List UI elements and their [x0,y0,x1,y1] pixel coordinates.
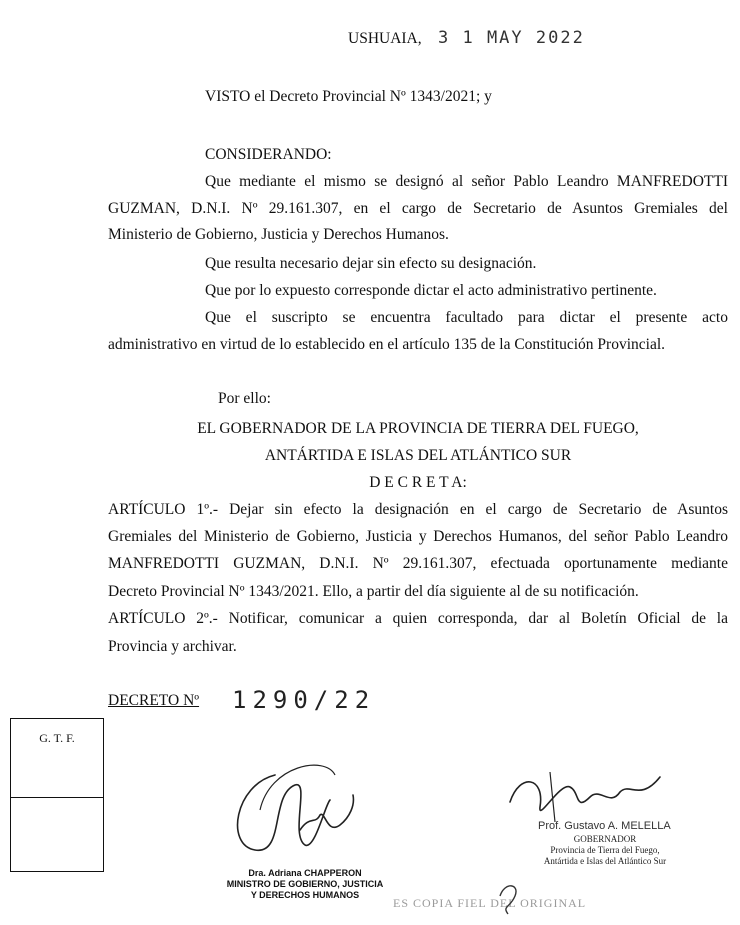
copy-stamp-initials [490,876,530,916]
signature-right-province: Provincia de Tierra del Fuego, [550,845,660,855]
articulo2-line2: Provincia y archivar. [108,638,237,655]
governor-line-1: EL GOBERNADOR DE LA PROVINCIA DE TIERRA DEL FUEGO, [197,420,639,437]
signature-right-region: Antártida e Islas del Atlántico Sur [543,856,667,866]
considerando-p4-line1: Que el suscripto se encuentra facultado para dictar el presente acto [205,309,728,326]
signature-left-scribble [215,755,365,870]
articulo2-line1: ARTÍCULO 2º.- Notificar, comunicar a quien corresponda, dar al Boletín Oficial de la [108,610,728,627]
considerando-p1-line2: GUZMAN, D.N.I. Nº 29.161.307, en el cargo de Secretario de Asuntos Gremiales del [108,200,728,217]
header-place: USHUAIA, [348,30,422,47]
por-ello: Por ello: [218,390,271,407]
considerando-p4-line2: administrativo en virtud de lo establecido en el artículo 135 de la Constitución Provincial. [108,336,666,353]
gtf-label: G. T. F. [39,731,75,745]
signature-right-title: GOBERNADOR [573,834,637,844]
gtf-box [10,718,104,872]
articulo1-line2: Gremiales del Ministerio de Gobierno, Justicia y Derechos Humanos, del señor Pablo Leandro [108,528,728,545]
gtf-divider [11,797,103,798]
date-stamp: 3 1 MAY 2022 [438,28,585,48]
signature-right-name: Prof. Gustavo A. MELELLA [538,820,671,832]
decreta-heading: D E C R E T A: [369,474,467,491]
signature-left-title-1: MINISTRO DE GOBIERNO, JUSTICIA [226,879,384,889]
considerando-heading: CONSIDERANDO: [205,146,332,163]
decreto-label: DECRETO Nº [108,692,200,709]
articulo1-line4: Decreto Provincial Nº 1343/2021. Ello, a partir del día siguiente al de su notificación. [108,583,639,600]
signature-left-title-2: Y DERECHOS HUMANOS [250,890,360,900]
visto-paragraph: VISTO el Decreto Provincial Nº 1343/2021; y [205,88,492,105]
considerando-p1-line3: Ministerio de Gobierno, Justicia y Derechos Humanos. [108,226,449,243]
articulo1-line3: MANFREDOTTI GUZMAN, D.N.I. Nº 29.161.307, efectuada oportunamente mediante [108,555,728,572]
governor-line-2: ANTÁRTIDA E ISLAS DEL ATLÁNTICO SUR [264,447,572,464]
signature-left-name: Dra. Adriana CHAPPERON [248,868,362,878]
copy-stamp: ES COPIA FIEL DEL ORIGINAL [393,896,587,910]
considerando-p2: Que resulta necesario dejar sin efecto su designación. [205,255,537,272]
considerando-p3: Que por lo expuesto corresponde dictar el acto administrativo pertinente. [205,282,657,299]
articulo1-line1: ARTÍCULO 1º.- Dejar sin efecto la designación en el cargo de Secretario de Asuntos [108,501,728,518]
decreto-number: 1290/22 [232,686,376,714]
considerando-p1-line1: Que mediante el mismo se designó al señor Pablo Leandro MANFREDOTTI [205,173,728,190]
